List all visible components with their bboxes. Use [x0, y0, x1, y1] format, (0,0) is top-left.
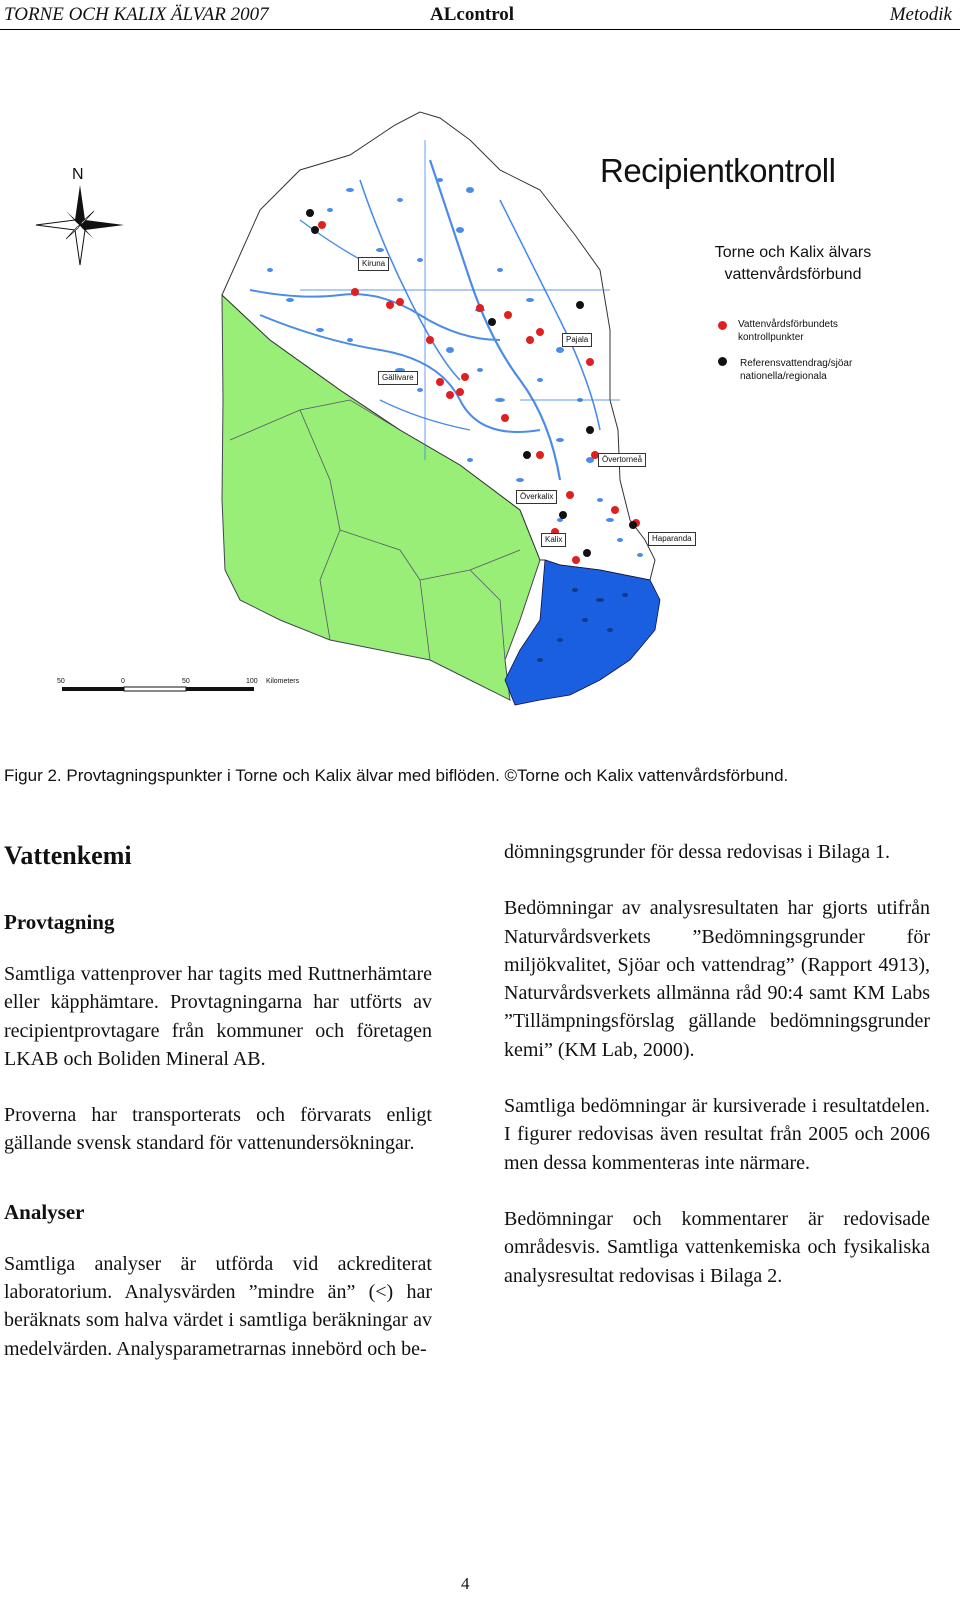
header-section: Metodik — [889, 4, 952, 25]
page-number: 4 — [461, 1574, 470, 1593]
scale-bar — [62, 687, 254, 691]
page-header — [0, 0, 960, 30]
map-subtitle-line2: vattenvårdsförbund — [724, 266, 862, 283]
legend-black-dot-icon — [718, 357, 727, 366]
scale-label: 50 — [57, 678, 65, 685]
town-label-overtornea: Övertorneå — [598, 453, 646, 467]
north-label: N — [72, 166, 84, 183]
header-divider — [0, 29, 960, 30]
left-column — [4, 838, 432, 1363]
paragraph: Samtliga analyser är utförda vid ackrediterat laboratorium. Analysvärden ”mindre än” (<) har beräknats som halva värdet i samtliga beräkningar av medelvärden. Analysparametrarnas innebörd och be- — [4, 1252, 432, 1360]
legend-label: nationella/regionala — [740, 371, 827, 382]
paragraph: Bedömningar och kommentarer är redovisade områdesvis. Samtliga vattenkemiska och fysikaliska analysresultat redovisas i Bilaga 2. — [504, 1207, 930, 1287]
town-label-overkalix: Överkalix — [516, 490, 557, 504]
subsection-title-analyser: Analyser — [4, 1199, 85, 1224]
town-label-gallivare: Gällivare — [378, 371, 418, 385]
map-subtitle-line1: Torne och Kalix älvars — [714, 244, 872, 261]
town-label-haparanda: Haparanda — [648, 532, 696, 546]
legend-red-dot-icon — [718, 321, 727, 330]
paragraph: Bedömningar av analysresultaten har gjorts utifrån Naturvårdsverkets ”Bedömningsgrunder för miljökvalitet, Sjöar och vattendrag” (Rapport 4913), Naturvårdsverkets allmänna råd 90:4 samt KM Labs ”Tillämpningsförslag gällande bedömningsgrunder kemi” (KM Lab, 2000). — [504, 897, 930, 1061]
legend-control-points — [738, 318, 888, 344]
legend-label: kontrollpunkter — [738, 332, 804, 343]
town-label-kalix: Kalix — [541, 533, 566, 547]
scale-label: 100 — [246, 678, 258, 685]
legend-reference-points — [740, 357, 890, 383]
scale-label: 0 — [121, 678, 125, 685]
map-subtitle — [703, 242, 883, 286]
header-report-title: TORNE OCH KALIX ÄLVAR 2007 — [4, 4, 269, 25]
header-company: ALcontrol — [430, 4, 515, 25]
recipient-map — [0, 100, 960, 740]
scale-label: Kilometers — [266, 678, 300, 685]
legend-label: Vattenvårdsförbundets — [738, 319, 838, 330]
subsection-title-provtagning: Provtagning — [4, 910, 115, 934]
town-label-pajala: Pajala — [562, 333, 592, 347]
map-figure — [0, 100, 960, 740]
scale-label: 50 — [182, 678, 190, 685]
figure-caption: Figur 2. Provtagningspunkter i Torne och Kalix älvar med biflöden. ©Torne och Kalix vattenvårdsförbund. — [4, 766, 789, 785]
paragraph: Proverna har transporterats och förvarats enligt gällande svensk standard för vattenundersökningar. — [4, 1104, 432, 1155]
map-title: Recipientkontroll — [600, 152, 836, 189]
section-title: Vattenkemi — [4, 841, 132, 870]
paragraph: Samtliga bedömningar är kursiverade i resultatdelen. I figurer redovisas även resultat från 2005 och 2006 men dessa kommenteras inte närmare. — [504, 1095, 930, 1174]
legend-label: Referensvattendrag/sjöar — [740, 358, 853, 369]
paragraph: Samtliga vattenprover har tagits med Ruttnerhämtare eller käpphämtare. Provtagningarna har utförts av recipientprovtagare från kommuner och företagen LKAB och Boliden Mineral AB. — [4, 963, 432, 1070]
north-arrow-icon — [36, 185, 124, 265]
town-label-kiruna: Kiruna — [358, 257, 389, 271]
paragraph: dömningsgrunder för dessa redovisas i Bilaga 1. — [504, 841, 891, 863]
right-column — [504, 838, 930, 1290]
